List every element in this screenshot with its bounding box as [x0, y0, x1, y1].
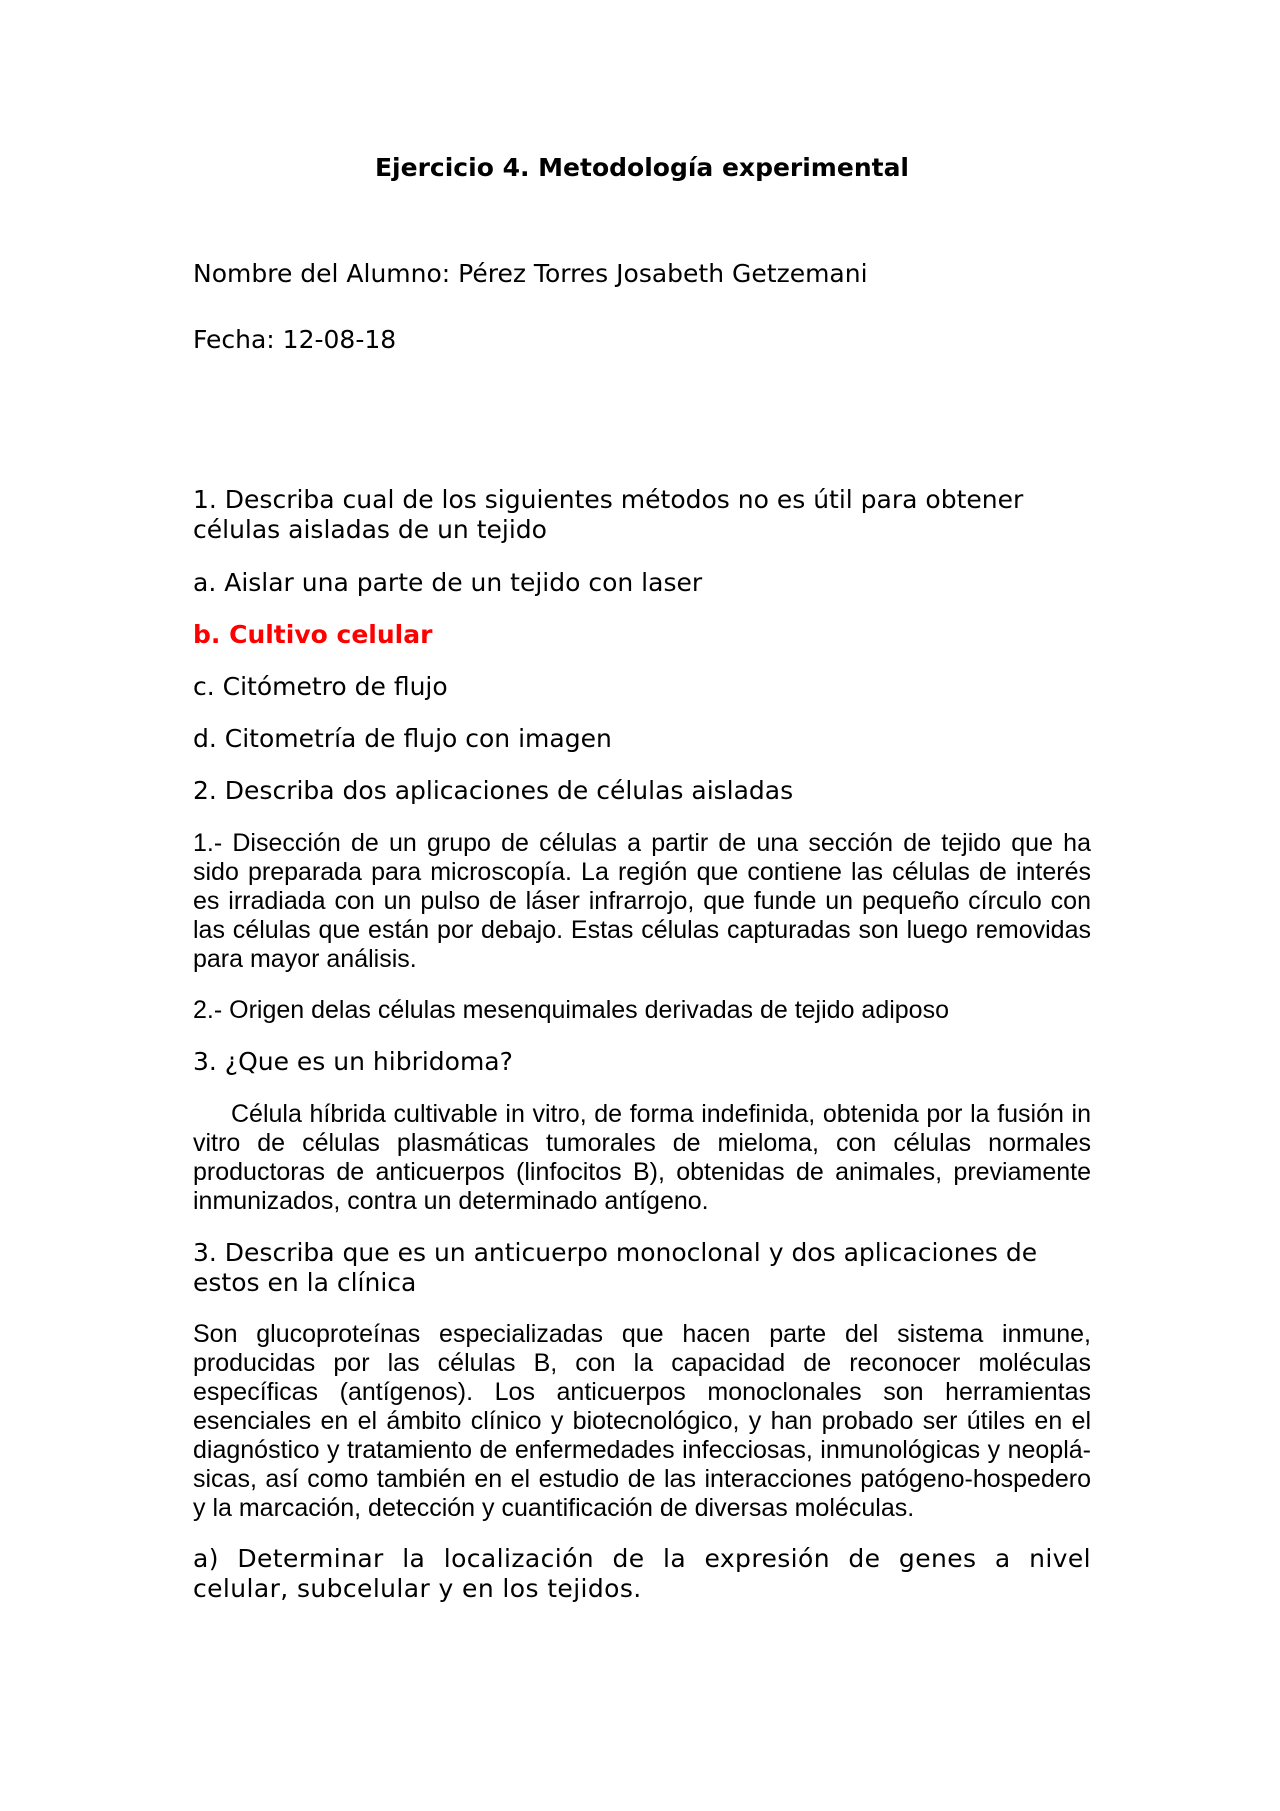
question-1: 1. Describa cual de los siguientes métodos no es útil para obtener células aisladas de un tejido	[193, 485, 1024, 544]
answer-3: Célula híbrida cultivable in vitro, de forma indefinida, obtenida por la fusión in vitro de células plasmáticas tumorales de mieloma, con células normales productoras de anticuerpos (linfocitos B), obtenidas de animales, previamente inmunizados, contra un determinado antígeno.	[193, 1100, 1091, 1215]
answer-2-item-1: 1.- Disección de un grupo de células a partir de una sección de tejido que ha sido preparada para microscopía. La región que contiene las células de interés es irradiada con un pulso de láser infrarrojo, que funde un pequeño círculo con las células que están por debajo. Estas células capturadas son luego removidas para mayor análisis.	[193, 829, 1091, 973]
question-2: 2. Describa dos aplicaciones de células aisladas	[193, 776, 794, 805]
student-name: Nombre del Alumno: Pérez Torres Josabeth Getzemani	[193, 259, 868, 288]
option-a: a. Aislar una parte de un tejido con laser	[193, 568, 703, 597]
answer-4: Son glucoproteínas especializadas que hacen parte del sistema inmune, producidas por las células B, con la capacidad de reconocer moléculas específicas (antígenos). Los anticuerpos monoclonales son herramientas esenciales en el ámbito clínico y biotecnológico, y han probado ser útiles en el diagnóstico y tratamiento de enfermedades infecciosas, inmunológicas y neoplá-sicas, así como también en el estudio de las interacciones patógeno-hospedero y la marcación, detección y cuantificación de diversas moléculas.	[193, 1320, 1091, 1522]
answer-2-item-2: 2.- Origen delas células mesenquimales derivadas de tejido adiposo	[193, 996, 949, 1024]
answer-4-application-a: a) Determinar la localización de la expresión de genes a nivel celular, subcelular y en los tejidos.	[193, 1544, 1091, 1603]
document-page	[193, 0, 1091, 1811]
question-3: 3. ¿Que es un hibridoma?	[193, 1047, 513, 1076]
option-c: c. Citómetro de flujo	[193, 672, 448, 701]
date: Fecha: 12-08-18	[193, 325, 397, 354]
page-title: Ejercicio 4. Metodología experimental	[374, 153, 910, 182]
option-b-answer: b. Cultivo celular	[193, 620, 433, 649]
option-d: d. Citometría de flujo con imagen	[193, 724, 612, 753]
question-4: 3. Describa que es un anticuerpo monoclonal y dos aplicaciones de estos en la clínica	[193, 1238, 1038, 1297]
